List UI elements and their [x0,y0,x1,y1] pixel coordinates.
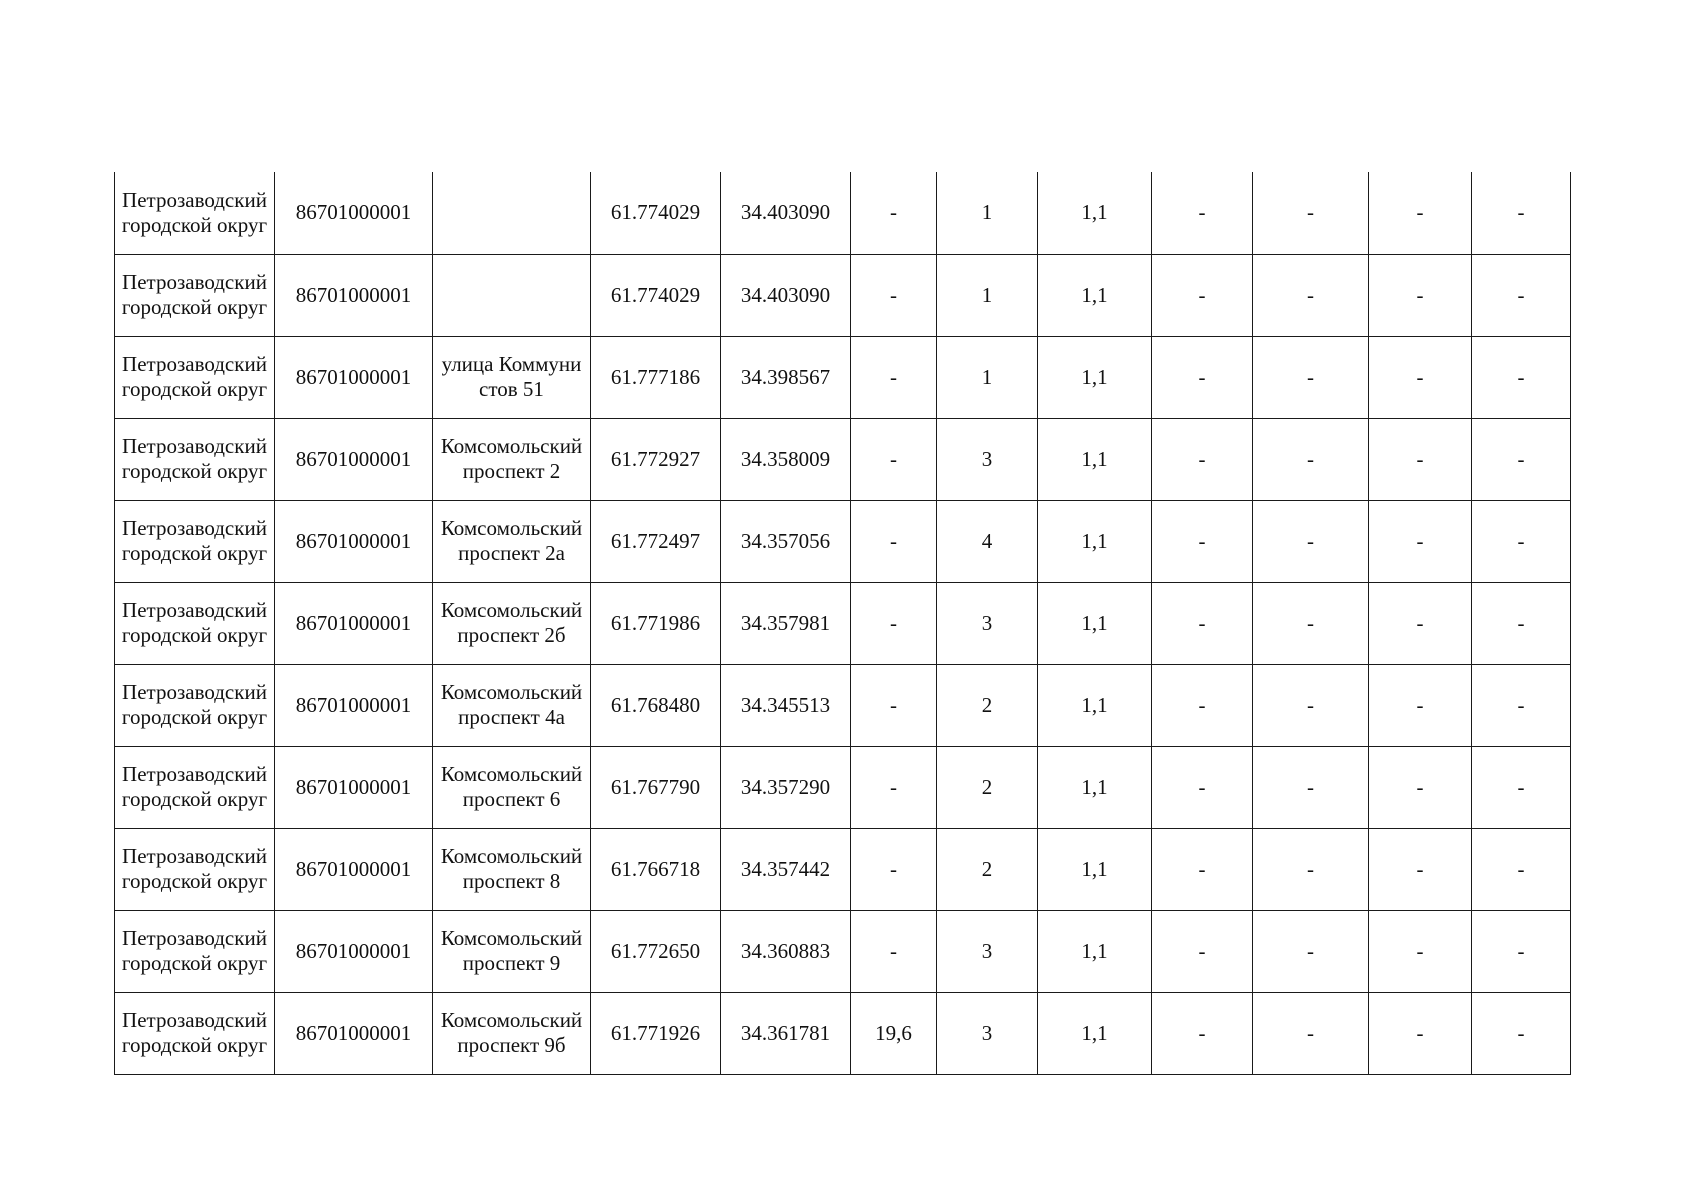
column-11-cell: - [1369,418,1472,500]
longitude-cell: 34.357290 [721,746,851,828]
oktmo-cell: 86701000001 [275,664,433,746]
column-12-cell: - [1472,992,1571,1074]
container-volume-cell: 1,1 [1038,582,1152,664]
municipality-cell: Петрозаводский городской округ [115,582,275,664]
column-9-cell: - [1152,664,1253,746]
municipality-cell: Петрозаводский городской округ [115,336,275,418]
table-body [115,172,1571,1074]
containers-count-cell: 1 [937,172,1038,254]
column-10-cell: - [1253,418,1369,500]
column-10-cell: - [1253,664,1369,746]
area-cell: - [851,254,937,336]
containers-count-cell: 2 [937,828,1038,910]
containers-count-cell: 3 [937,910,1038,992]
address-cell: Комсомольский проспект 4а [433,664,591,746]
containers-count-cell: 2 [937,664,1038,746]
longitude-cell: 34.357981 [721,582,851,664]
latitude-cell: 61.766718 [591,828,721,910]
municipality-cell: Петрозаводский городской округ [115,418,275,500]
container-volume-cell: 1,1 [1038,664,1152,746]
column-9-cell: - [1152,746,1253,828]
address-cell: Комсомольский проспект 2б [433,582,591,664]
oktmo-cell: 86701000001 [275,418,433,500]
column-9-cell: - [1152,992,1253,1074]
latitude-cell: 61.772497 [591,500,721,582]
area-cell: - [851,746,937,828]
oktmo-cell: 86701000001 [275,910,433,992]
column-10-cell: - [1253,336,1369,418]
table-row [115,664,1571,746]
address-cell: Комсомольский проспект 6 [433,746,591,828]
longitude-cell: 34.361781 [721,992,851,1074]
column-11-cell: - [1369,910,1472,992]
latitude-cell: 61.772650 [591,910,721,992]
address-cell: улица Коммунистов 51 [433,336,591,418]
oktmo-cell: 86701000001 [275,746,433,828]
table-row [115,910,1571,992]
municipality-cell: Петрозаводский городской округ [115,992,275,1074]
latitude-cell: 61.772927 [591,418,721,500]
container-volume-cell: 1,1 [1038,254,1152,336]
column-11-cell: - [1369,664,1472,746]
area-cell: 19,6 [851,992,937,1074]
latitude-cell: 61.771926 [591,992,721,1074]
column-9-cell: - [1152,336,1253,418]
column-12-cell: - [1472,828,1571,910]
column-11-cell: - [1369,746,1472,828]
area-cell: - [851,664,937,746]
containers-count-cell: 4 [937,500,1038,582]
column-9-cell: - [1152,254,1253,336]
address-cell [433,254,591,336]
municipality-cell: Петрозаводский городской округ [115,746,275,828]
column-9-cell: - [1152,418,1253,500]
municipality-cell: Петрозаводский городской округ [115,910,275,992]
area-cell: - [851,910,937,992]
containers-count-cell: 2 [937,746,1038,828]
column-10-cell: - [1253,500,1369,582]
column-10-cell: - [1253,746,1369,828]
column-12-cell: - [1472,500,1571,582]
table-row [115,336,1571,418]
column-11-cell: - [1369,582,1472,664]
containers-count-cell: 3 [937,582,1038,664]
column-12-cell: - [1472,418,1571,500]
longitude-cell: 34.358009 [721,418,851,500]
containers-count-cell: 3 [937,992,1038,1074]
longitude-cell: 34.360883 [721,910,851,992]
column-12-cell: - [1472,664,1571,746]
column-12-cell: - [1472,172,1571,254]
longitude-cell: 34.403090 [721,254,851,336]
oktmo-cell: 86701000001 [275,336,433,418]
oktmo-cell: 86701000001 [275,992,433,1074]
column-10-cell: - [1253,910,1369,992]
column-10-cell: - [1253,828,1369,910]
longitude-cell: 34.357442 [721,828,851,910]
area-cell: - [851,172,937,254]
oktmo-cell: 86701000001 [275,172,433,254]
municipality-cell: Петрозаводский городской округ [115,828,275,910]
address-cell: Комсомольский проспект 2а [433,500,591,582]
municipality-cell: Петрозаводский городской округ [115,172,275,254]
area-cell: - [851,336,937,418]
latitude-cell: 61.774029 [591,254,721,336]
table-row [115,254,1571,336]
area-cell: - [851,418,937,500]
municipality-cell: Петрозаводский городской округ [115,664,275,746]
address-cell: Комсомольский проспект 8 [433,828,591,910]
longitude-cell: 34.403090 [721,172,851,254]
column-10-cell: - [1253,172,1369,254]
container-volume-cell: 1,1 [1038,336,1152,418]
area-cell: - [851,582,937,664]
table-row [115,582,1571,664]
column-11-cell: - [1369,828,1472,910]
longitude-cell: 34.398567 [721,336,851,418]
latitude-cell: 61.768480 [591,664,721,746]
container-volume-cell: 1,1 [1038,828,1152,910]
container-volume-cell: 1,1 [1038,172,1152,254]
column-11-cell: - [1369,172,1472,254]
column-11-cell: - [1369,992,1472,1074]
container-volume-cell: 1,1 [1038,746,1152,828]
area-cell: - [851,500,937,582]
column-11-cell: - [1369,254,1472,336]
column-10-cell: - [1253,992,1369,1074]
address-cell [433,172,591,254]
longitude-cell: 34.345513 [721,664,851,746]
column-9-cell: - [1152,172,1253,254]
table-row [115,746,1571,828]
column-11-cell: - [1369,336,1472,418]
oktmo-cell: 86701000001 [275,500,433,582]
latitude-cell: 61.771986 [591,582,721,664]
column-12-cell: - [1472,336,1571,418]
address-cell: Комсомольский проспект 9 [433,910,591,992]
column-12-cell: - [1472,254,1571,336]
column-9-cell: - [1152,828,1253,910]
area-cell: - [851,828,937,910]
container-volume-cell: 1,1 [1038,418,1152,500]
longitude-cell: 34.357056 [721,500,851,582]
containers-count-cell: 1 [937,254,1038,336]
latitude-cell: 61.777186 [591,336,721,418]
containers-count-cell: 3 [937,418,1038,500]
container-volume-cell: 1,1 [1038,910,1152,992]
container-volume-cell: 1,1 [1038,992,1152,1074]
column-9-cell: - [1152,582,1253,664]
container-volume-cell: 1,1 [1038,500,1152,582]
column-12-cell: - [1472,746,1571,828]
column-11-cell: - [1369,500,1472,582]
containers-count-cell: 1 [937,336,1038,418]
municipality-cell: Петрозаводский городской округ [115,254,275,336]
column-9-cell: - [1152,910,1253,992]
table-row [115,992,1571,1074]
oktmo-cell: 86701000001 [275,254,433,336]
latitude-cell: 61.767790 [591,746,721,828]
address-cell: Комсомольский проспект 9б [433,992,591,1074]
column-12-cell: - [1472,910,1571,992]
column-10-cell: - [1253,582,1369,664]
municipality-cell: Петрозаводский городской округ [115,500,275,582]
table-row [115,828,1571,910]
oktmo-cell: 86701000001 [275,582,433,664]
address-cell: Комсомольский проспект 2 [433,418,591,500]
oktmo-cell: 86701000001 [275,828,433,910]
table-row [115,418,1571,500]
column-10-cell: - [1253,254,1369,336]
waste-sites-table [114,172,1571,1075]
column-12-cell: - [1472,582,1571,664]
latitude-cell: 61.774029 [591,172,721,254]
table-row [115,172,1571,254]
column-9-cell: - [1152,500,1253,582]
table-row [115,500,1571,582]
